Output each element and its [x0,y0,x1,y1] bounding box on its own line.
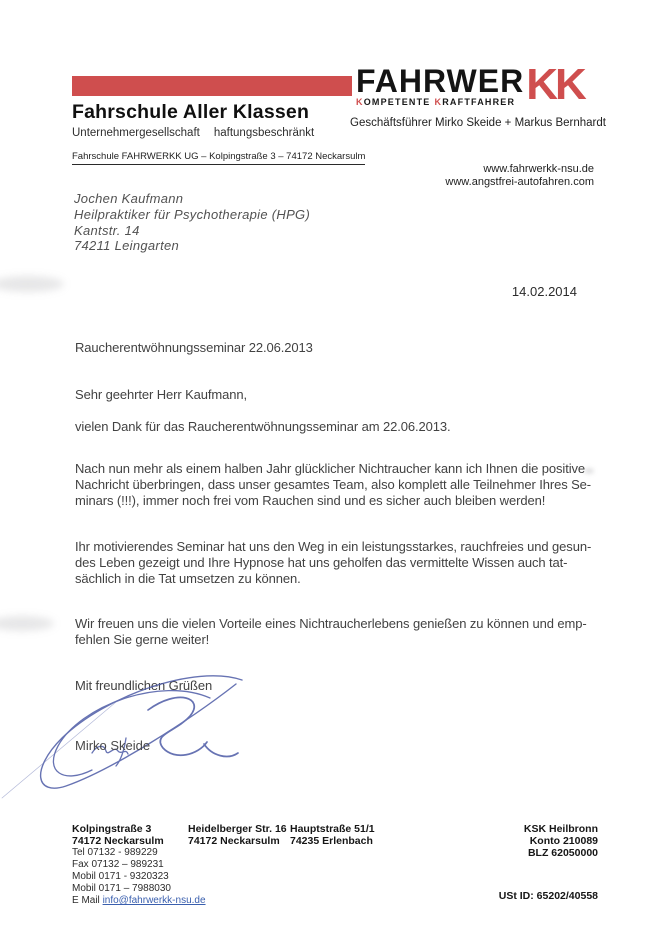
signature-stroke-inner [53,691,210,776]
body-line: minars (!!!), immer noch frei vom Rauchen sind und es sicher auch bleiben werden! [75,493,546,508]
body-line: sächlich in die Tat umsetzen zu können. [75,571,301,586]
branch2-city: 74235 Erlenbach [290,835,373,847]
website-url-2: www.angstfrei-autofahren.com [445,176,594,188]
logo-tagline [356,97,524,107]
scan-smudge [0,616,54,631]
scan-smudge [584,468,594,474]
footer-address-branch-2 [290,823,375,847]
footer-email-address: info@fahrwerkk-nsu.de [102,895,206,906]
footer-city: 74172 Neckarsulm [72,835,164,847]
subject-line: Raucherentwöhnungsseminar 22.06.2013 [75,340,313,355]
tagline-word-1 [356,97,431,107]
bank-blz: BLZ 62050000 [527,847,598,859]
footer-address-branch-1 [188,823,287,847]
body-line: Nachricht überbringen, dass unser gesamtes Team, also komplett alle Teilnehmer Ihres Se- [75,477,592,492]
letter-date: 14.02.2014 [511,284,577,299]
body-line: Wir freuen uns die vielen Vorteile eines Nichtraucherlebens genießen zu können und emp- [75,616,587,631]
footer-street: Kolpingstraße 3 [72,823,152,835]
footer-tel: Tel 07132 - 989229 [72,847,158,858]
branch2-street: Hauptstraße 51/1 [290,823,375,835]
website-url-1: www.fahrwerkk-nsu.de [483,163,594,175]
sender-return-address: Fahrschule FAHRWERKK UG – Kolpingstraße 3 – 74172 Neckarsulm [72,151,365,165]
tagline-word-2 [435,97,516,107]
body-line: Nach nun mehr als einem halben Jahr glücklicher Nichtraucher kann ich Ihnen die positive [75,461,586,476]
tagline-k2: K [434,97,443,107]
footer-fax: Fax 07132 – 989231 [72,859,164,870]
scan-smudge [0,276,64,292]
footer-bank-details [524,823,598,859]
logo-left-column [356,63,525,107]
branch1-street: Heidelberger Str. 16 [188,823,287,835]
managing-directors-line: Geschäftsführer Mirko Skeide + Markus Bernhardt [350,117,606,129]
brand-red-bar [72,76,352,96]
logo-accent-kk: KK [526,60,584,109]
subtitle-part-2: haftungsbeschränkt [213,127,315,139]
school-name: Fahrschule Aller Klassen [72,101,310,123]
intro-line: vielen Dank für das Raucherentwöhnungsseminar am 22.06.2013. [75,419,451,434]
paragraph-1 [75,461,591,509]
recipient-address-block [74,191,310,254]
bank-konto: Konto 210089 [529,835,598,847]
footer-mobil-2: Mobil 0171 – 7988030 [72,883,171,894]
paragraph-2 [75,539,591,587]
branch1-city: 74172 Neckarsulm [188,835,280,847]
paragraph-3 [75,616,587,648]
body-line: fehlen Sie gerne weiter! [75,632,210,647]
bank-name: KSK Heilbronn [523,823,598,835]
footer-email-label: E Mail [72,895,103,906]
footer-email-line [72,895,206,907]
signer-name: Mirko Skeide [75,738,151,753]
recipient-city: 74211 Leingarten [74,238,180,254]
logo-wordmark: FAHRWER [356,63,525,99]
closing-phrase: Mit freundlichen Grüßen [75,678,213,693]
tagline-rest1: OMPETENTE [363,97,431,107]
footer-mobil-1: Mobil 0171 - 9320323 [72,871,169,882]
footer-address-main [72,823,206,907]
body-line: des Leben gezeigt und Ihre Hypnose hat uns geholfen das vermittelte Wissen auch tat- [75,555,568,570]
fahrwerkk-logo [356,60,584,109]
tagline-k1: K [356,97,364,107]
signature-stroke-s [148,697,238,756]
school-title-block [72,101,314,139]
recipient-street: Kantstr. 14 [74,222,140,238]
school-subtitle [72,127,314,139]
salutation: Sehr geehrter Herr Kaufmann, [75,387,248,402]
ust-id-line: USt ID: 65202/40558 [498,890,598,902]
subtitle-part-1: Unternehmergesellschaft [72,127,200,139]
recipient-title: Heilpraktiker für Psychotherapie (HPG) [74,206,311,222]
recipient-name: Jochen Kaufmann [74,191,184,206]
website-urls [445,163,594,189]
body-line: Ihr motivierendes Seminar hat uns den Weg in ein leistungsstarkes, rauchfreies und gesun- [75,539,592,554]
tagline-rest2: RAFTFAHRER [442,97,516,107]
